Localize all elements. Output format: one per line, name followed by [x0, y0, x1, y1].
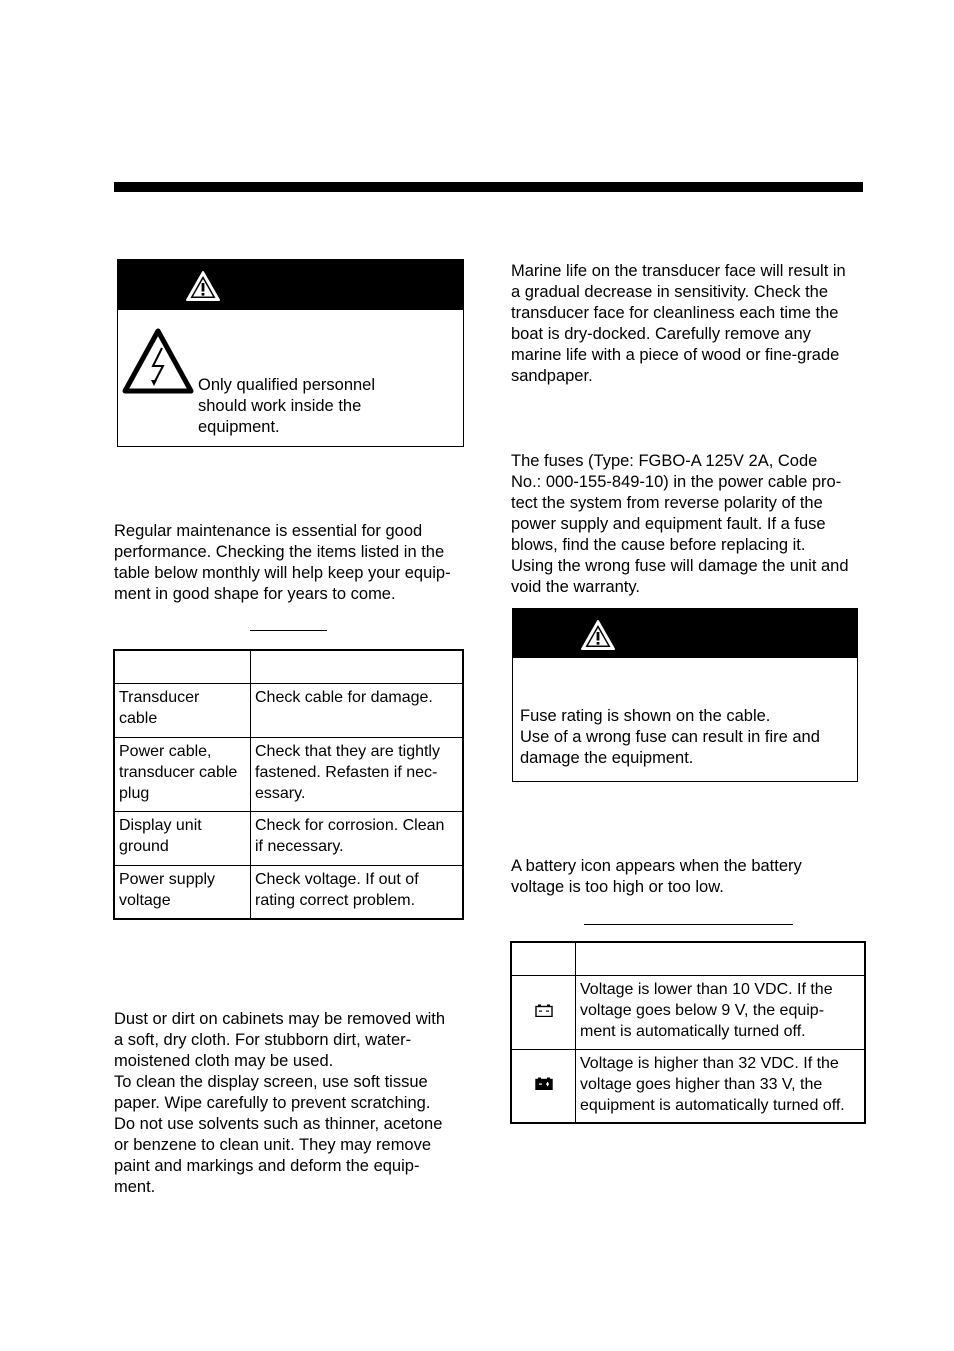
maintenance-header-action	[251, 650, 464, 683]
header-rule	[114, 182, 863, 192]
warning-box	[117, 259, 464, 447]
caution-box	[512, 608, 858, 782]
battery-header-meaning	[576, 942, 866, 975]
warning-triangle-icon	[185, 270, 221, 302]
table-row	[114, 865, 463, 919]
caution-text: Fuse rating is shown on the cable. Use of a wrong fuse can result in fire and damage the equipment.	[520, 707, 820, 767]
maintenance-action: Check that they are tightly fastened. Refasten if nec- essary.	[251, 737, 464, 811]
battery-header-icon	[511, 942, 576, 975]
battery-table-caption-underline	[584, 924, 793, 925]
maintenance-action: Check for corrosion. Clean if necessary.	[251, 811, 464, 865]
battery-icon-cell	[511, 1049, 576, 1123]
warning-triangle-icon	[580, 619, 616, 651]
battery-low-icon	[535, 1004, 553, 1017]
battery-text: A battery icon appears when the battery voltage is too high or too low.	[511, 857, 802, 896]
cleaning-text: Dust or dirt on cabinets may be removed with a soft, dry cloth. For stubborn dirt, water- moistened cloth may be used. To clean the display screen, use soft tissue paper. Wipe carefully to prevent scratching. Do not use solvents such as thinner, acetone or benzene to clean unit. They may remove paint and markings and deform the equip- ment.	[114, 1010, 446, 1196]
battery-table	[510, 941, 866, 1124]
maintenance-action: Check cable for damage.	[251, 683, 464, 737]
maintenance-item: Transducer cable	[114, 683, 251, 737]
fuse-text: The fuses (Type: FGBO-A 125V 2A, Code No.: 000-155-849-10) in the power cable pro- tect the system from reverse polarity of the power supply and equipment fault. If a fuse blows, find the cause before replacing it. Using the wrong fuse will damage the unit and void the warranty.	[511, 452, 849, 596]
maintenance-table	[113, 649, 464, 920]
battery-high-icon	[535, 1077, 553, 1090]
table-row	[511, 975, 865, 1049]
battery-high-text: Voltage is higher than 32 VDC. If the voltage goes higher than 33 V, the equipment is automatically turned off.	[576, 1049, 866, 1123]
maintenance-intro: Regular maintenance is essential for good performance. Checking the items listed in the table below monthly will help keep your equip- ment in good shape for years to come.	[114, 522, 451, 603]
transducer-text: Marine life on the transducer face will result in a gradual decrease in sensitivity. Check the transducer face for cleanliness each time the boat is dry-docked. Carefully remove any marine life with a piece of wood or fine-grade sandpaper.	[511, 262, 846, 385]
maintenance-item: Display unit ground	[114, 811, 251, 865]
electric-shock-icon	[122, 328, 194, 394]
battery-low-text: Voltage is lower than 10 VDC. If the voltage goes below 9 V, the equip- ment is automatically turned off.	[576, 975, 866, 1049]
table-row	[114, 811, 463, 865]
maintenance-action: Check voltage. If out of rating correct problem.	[251, 865, 464, 919]
warning-header-bar	[118, 260, 463, 310]
table-row	[114, 683, 463, 737]
warning-text: Only qualified personnel should work inside the equipment.	[198, 376, 376, 436]
maintenance-table-caption-underline	[250, 630, 327, 631]
battery-table-header	[511, 942, 865, 975]
maintenance-header-item	[114, 650, 251, 683]
table-row	[511, 1049, 865, 1123]
table-row	[114, 737, 463, 811]
caution-header-bar	[513, 609, 857, 658]
maintenance-item: Power supply voltage	[114, 865, 251, 919]
battery-icon-cell	[511, 975, 576, 1049]
maintenance-item: Power cable, transducer cable plug	[114, 737, 251, 811]
maintenance-table-header	[114, 650, 463, 683]
